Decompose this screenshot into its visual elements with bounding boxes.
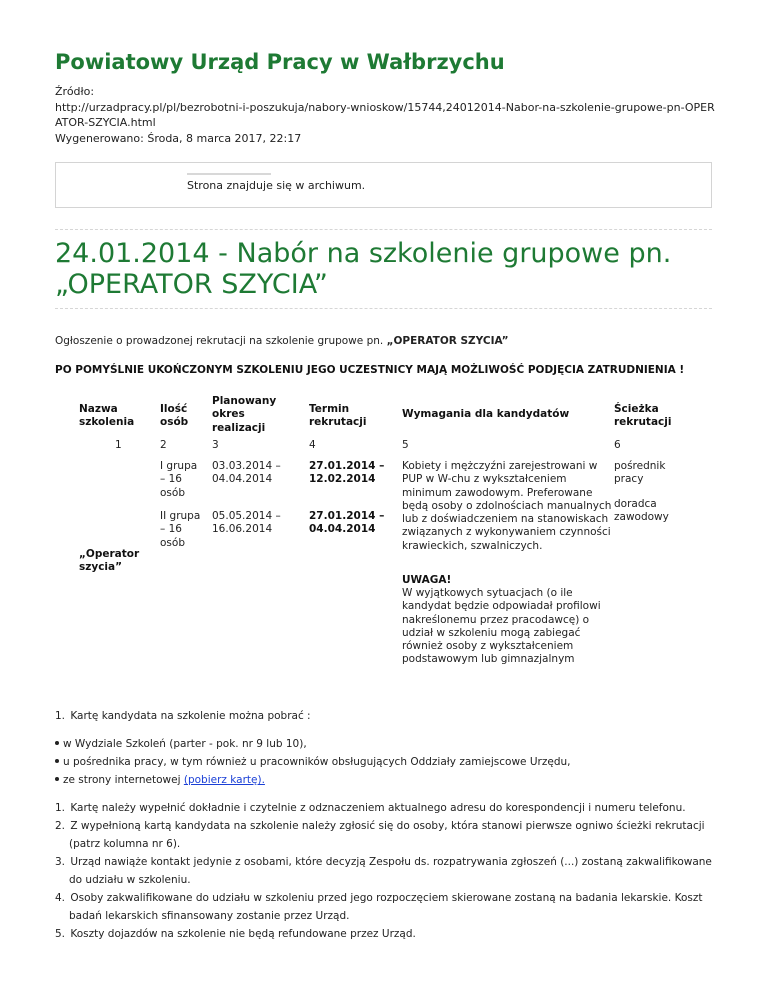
path-counsellor: doradca zawodowy <box>614 498 669 524</box>
step-item <box>55 928 416 940</box>
source-label: Źródło: <box>55 85 95 98</box>
site-title: Powiatowy Urząd Pracy w Wałbrzychu <box>55 50 505 74</box>
group-2-recruitment: 27.01.2014 – 04.04.2014 <box>309 510 385 536</box>
col-number-4: 4 <box>309 439 316 451</box>
step-text: Kartę należy wypełnić dokładnie i czytelnie z odznaczeniem aktualnego adresu do korespondencji i numeru telefonu. <box>70 802 686 814</box>
requirements-text: Kobiety i mężczyźni zarejestrowani w PUP w W-chu z wykształceniem minimum zawodowym. Preferowane będą osoby o zdolnościach manualnych lub z doświadczeniem na stanowiskach związanych z wykonywaniem czynności krawieckich, szwalniczych. <box>402 460 612 552</box>
step-number: 5. <box>55 928 66 940</box>
document-meta <box>55 84 715 146</box>
archive-notice-text: Strona znajduje się w archiwum. <box>187 179 366 192</box>
bullet-item <box>55 774 265 786</box>
title-divider-top <box>55 229 712 230</box>
bullet-text: u pośrednika pracy, w tym również u pracowników obsługujących Oddziały zamiejscowe Urzędu, <box>63 756 571 768</box>
col-number-6: 6 <box>614 439 621 451</box>
step-text: Z wypełnioną kartą kandydata na szkolenie należy zgłosić się do osoby, która stanowi pierwsze ogniwo ścieżki rekrutacji <box>70 820 705 832</box>
step-number: 2. <box>55 820 66 832</box>
header-count: Ilość osób <box>160 403 189 429</box>
col-number-3: 3 <box>212 439 219 451</box>
step-item <box>55 856 712 868</box>
group-1-recruitment: 27.01.2014 – 12.02.2014 <box>309 460 385 486</box>
step-continuation: badań lekarskich sfinansowany zostanie przez Urząd. <box>69 910 350 922</box>
step-item <box>55 892 703 904</box>
generated-date: Wygenerowano: Środa, 8 marca 2017, 22:17 <box>55 131 302 145</box>
header-requirements: Wymagania dla kandydatów <box>402 408 570 420</box>
group-2-period: 05.05.2014 – 16.06.2014 <box>212 510 281 536</box>
group-1-size: I grupa – 16 osób <box>160 460 198 499</box>
step-number: 1. <box>55 802 66 814</box>
col-number-2: 2 <box>160 439 167 451</box>
course-name: „Operator szycia” <box>79 548 140 574</box>
step-text: Koszty dojazdów na szkolenie nie będą refundowane przez Urząd. <box>70 928 416 940</box>
intro-course-name: „OPERATOR SZYCIA” <box>386 335 509 347</box>
title-divider-bottom <box>55 308 712 309</box>
employment-notice: PO POMYŚLNIE UKOŃCZONYM SZKOLENIU JEGO UCZESTNICY MAJĄ MOŻLIWOŚĆ PODJĘCIA ZATRUDNIENIA ! <box>55 364 685 376</box>
step-text: Osoby zakwalifikowane do udziału w szkoleniu przed jego rozpoczęciem skierowane zostaną na badania lekarskie. Koszt <box>70 892 703 904</box>
col-number-5: 5 <box>402 439 409 451</box>
bullet-icon <box>55 741 59 745</box>
col-number-1: 1 <box>115 439 122 451</box>
step-text: Urząd nawiąże kontakt jedynie z osobami, które decyzją Zespołu ds. rozpatrywania zgłoszeń (...) zostaną zakwalifikowane <box>70 856 712 868</box>
intro-text: Ogłoszenie o prowadzonej rekrutacji na szkolenie grupowe pn. <box>55 335 387 347</box>
bullet-item <box>55 756 570 768</box>
download-card-link[interactable]: (pobierz kartę). <box>183 774 265 786</box>
group-1-period: 03.03.2014 – 04.04.2014 <box>212 460 281 486</box>
step-continuation: do udziału w szkoleniu. <box>69 874 191 886</box>
instruction-item-1-text: Kartę kandydata na szkolenie można pobrać : <box>70 710 311 722</box>
archive-divider <box>187 173 271 175</box>
step-number: 3. <box>55 856 66 868</box>
intro-paragraph <box>55 335 509 347</box>
header-recruitment: Termin rekrutacji <box>309 403 367 429</box>
header-name: Nazwa szkolenia <box>79 403 135 429</box>
group-2-size: II grupa – 16 osób <box>160 510 201 549</box>
step-item <box>55 820 705 832</box>
bullet-icon <box>55 759 59 763</box>
article-title: 24.01.2014 - Nabór na szkolenie grupowe pn. „OPERATOR SZYCIA” <box>55 238 672 300</box>
archive-notice-box <box>55 162 712 208</box>
bullet-icon <box>55 777 59 781</box>
path-intermediary: pośrednik pracy <box>614 460 666 486</box>
bullet-item <box>55 738 307 750</box>
source-url: http://urzadpracy.pl/pl/bezrobotni-i-poszukuja/nabory-wnioskow/15744,24012014-Nabor-na-szkolenie-grupowe-pn-OPERATOR-SZYCIA.html <box>55 100 715 129</box>
step-item <box>55 802 686 814</box>
instruction-item-1 <box>55 710 311 722</box>
step-number: 4. <box>55 892 66 904</box>
instruction-item-1-number: 1. <box>55 710 66 722</box>
header-period: Planowany okres realizacji <box>212 395 277 434</box>
warning-text: W wyjątkowych sytuacjach (o ile kandydat będzie odpowiadał profilowi nakreślonemu przez pracodawcę) o udział w szkoleniu mogą zabiegać również osoby z wykształceniem podstawowym lub gimnazjalnym <box>402 587 601 666</box>
bullet-text: w Wydziale Szkoleń (parter - pok. nr 9 lub 10), <box>63 738 307 750</box>
header-path: Ścieżka rekrutacji <box>614 403 672 429</box>
step-continuation: (patrz kolumna nr 6). <box>69 838 181 850</box>
bullet-text: ze strony internetowej <box>63 774 184 786</box>
warning-title: UWAGA! <box>402 574 452 586</box>
